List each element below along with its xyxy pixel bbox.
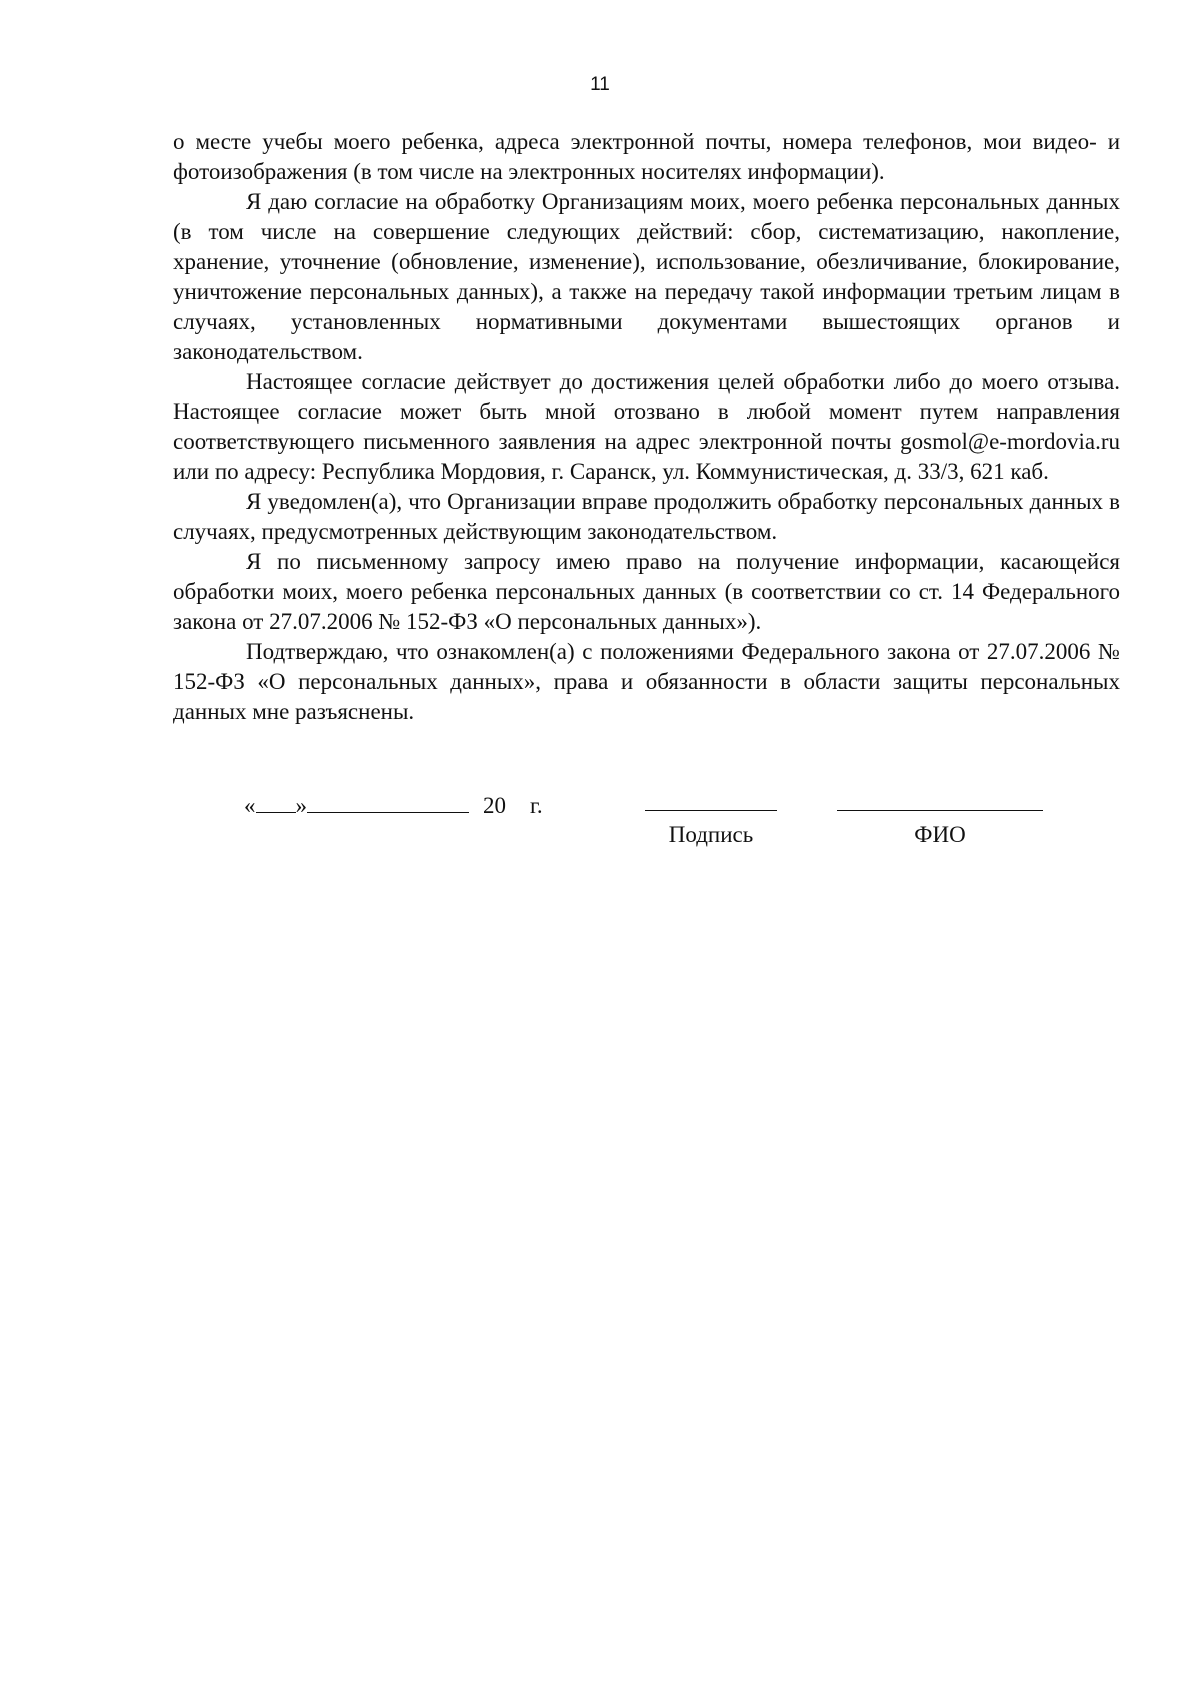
day-blank — [256, 790, 296, 813]
paragraph-notification: Я уведомлен(а), что Организации вправе продолжить обработку персональных данных в случаях, предусмотренных действующим законодательством. — [173, 489, 1120, 544]
month-blank — [307, 790, 469, 813]
year-suffix: г. — [530, 793, 543, 818]
name-line — [837, 810, 1043, 811]
paragraph-continuation: о месте учебы моего ребенка, адреса электронной почты, номера телефонов, мои видео- и фотоизображения (в том числе на электронных носителях информации). — [173, 129, 1120, 184]
date-open-quote: « — [244, 793, 256, 818]
paragraph-information-right: Я по письменному запросу имею право на получение информации, касающейся обработки моих, моего ребенка персональных данных (в соответствии со ст. 14 Федерального закона от 27.07.2006 № 152-ФЗ «О персональных данных»). — [173, 549, 1120, 634]
year-prefix: 20 — [483, 793, 506, 818]
signature-block — [0, 790, 1200, 860]
signature-label: Подпись — [668, 822, 754, 847]
signature-line — [645, 810, 777, 811]
page-number: 11 — [590, 74, 610, 95]
date-field — [244, 790, 543, 821]
name-label: ФИО — [914, 822, 966, 847]
date-close-quote: » — [295, 793, 307, 818]
paragraph-confirmation: Подтверждаю, что ознакомлен(а) с положениями Федерального закона от 27.07.2006 № 152-ФЗ «О персональных данных», права и обязанности в области защиты персональных данных мне разъяснены. — [173, 639, 1120, 724]
paragraph-consent-processing: Я даю согласие на обработку Организациям моих, моего ребенка персональных данных (в том числе на совершение следующих действий: сбор, систематизацию, накопление, хранение, уточнение (обновление, изменение), использование, обезличивание, блокирование, уничтожение персональных данных), а также на передачу такой информации третьим лицам в случаях, установленных нормативными документами вышестоящих органов и законодательством. — [173, 189, 1120, 364]
consent-body — [173, 127, 1120, 727]
paragraph-consent-validity: Настоящее согласие действует до достижения целей обработки либо до моего отзыва. Настоящее согласие может быть мной отозвано в любой момент путем направления соответствующего письменного заявления на адрес электронной почты gosmol@e-mordovia.ru или по адресу: Республика Мордовия, г. Саранск, ул. Коммунистическая, д. 33/3, 621 каб. — [173, 369, 1120, 484]
